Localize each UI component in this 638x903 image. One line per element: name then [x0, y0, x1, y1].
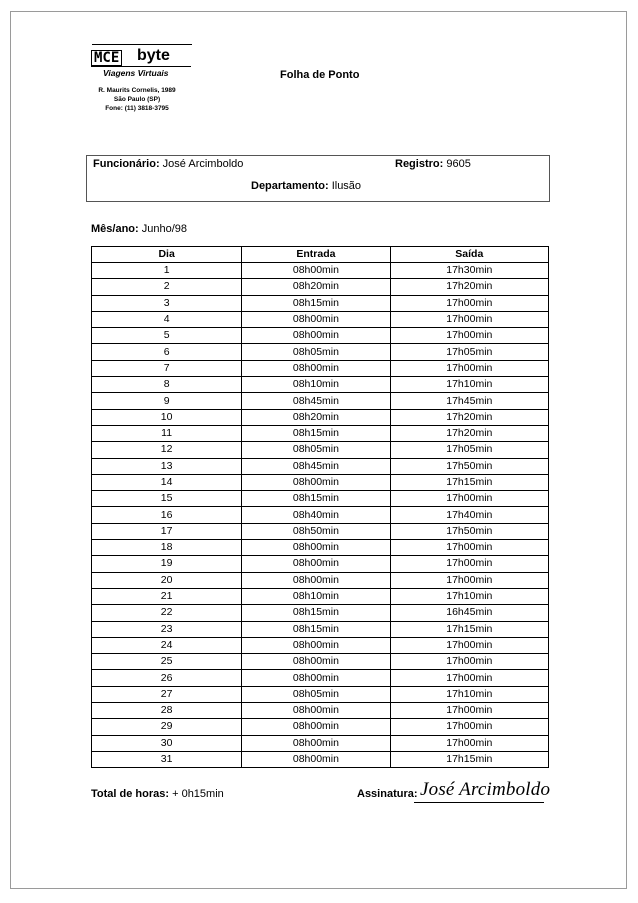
logo-rule-middle: [91, 66, 191, 67]
total-hours-value: + 0h15min: [172, 788, 224, 800]
cell-entry: 08h00min: [242, 474, 390, 490]
address-phone: Fone: (11) 3818-3795: [105, 105, 169, 112]
registry-value: 9605: [446, 158, 471, 170]
cell-day: 3: [92, 295, 242, 311]
cell-entry: 08h05min: [242, 686, 390, 702]
cell-day: 20: [92, 572, 242, 588]
table-row: [92, 719, 549, 735]
header-exit: Saída: [390, 247, 548, 263]
logo-brand-boxed: MCE: [91, 50, 122, 66]
employee-name-label: Funcionário:: [93, 158, 160, 170]
cell-exit: 16h45min: [390, 605, 548, 621]
table-row: [92, 442, 549, 458]
cell-day: 10: [92, 409, 242, 425]
cell-day: 30: [92, 735, 242, 751]
cell-exit: 17h00min: [390, 328, 548, 344]
table-row: [92, 474, 549, 490]
cell-entry: 08h15min: [242, 425, 390, 441]
cell-day: 1: [92, 263, 242, 279]
cell-exit: 17h00min: [390, 654, 548, 670]
cell-day: 15: [92, 491, 242, 507]
cell-day: 5: [92, 328, 242, 344]
logo-rule-top: [92, 44, 192, 45]
signature: José Arcimboldo: [420, 779, 551, 800]
cell-exit: 17h00min: [390, 491, 548, 507]
table-row: [92, 556, 549, 572]
cell-entry: 08h45min: [242, 393, 390, 409]
address-line-1: R. Maurits Cornelis, 1989: [98, 87, 176, 94]
cell-day: 12: [92, 442, 242, 458]
cell-exit: 17h05min: [390, 344, 548, 360]
cell-entry: 08h00min: [242, 311, 390, 327]
cell-entry: 08h00min: [242, 637, 390, 653]
cell-exit: 17h20min: [390, 409, 548, 425]
month-year-value: Junho/98: [141, 223, 188, 235]
cell-day: 2: [92, 279, 242, 295]
company-logo: [88, 44, 198, 122]
table-row: [92, 670, 549, 686]
employee-info-box: [86, 155, 550, 202]
table-row: [92, 295, 549, 311]
table-row: [92, 588, 549, 604]
table-header-row: [92, 247, 549, 263]
table-row: [92, 540, 549, 556]
cell-exit: 17h00min: [390, 556, 548, 572]
cell-exit: 17h30min: [390, 263, 548, 279]
table-row: [92, 686, 549, 702]
cell-exit: 17h40min: [390, 507, 548, 523]
cell-exit: 17h00min: [390, 572, 548, 588]
cell-day: 31: [92, 751, 242, 767]
cell-entry: 08h00min: [242, 719, 390, 735]
cell-exit: 17h00min: [390, 540, 548, 556]
logo-tagline: Viagens Virtuais: [103, 68, 169, 78]
cell-day: 8: [92, 377, 242, 393]
table-row: [92, 279, 549, 295]
table-row: [92, 523, 549, 539]
cell-entry: 08h15min: [242, 491, 390, 507]
cell-day: 22: [92, 605, 242, 621]
signature-line: [414, 802, 544, 803]
cell-exit: 17h05min: [390, 442, 548, 458]
cell-entry: 08h00min: [242, 670, 390, 686]
cell-exit: 17h00min: [390, 719, 548, 735]
department-field: [251, 180, 361, 192]
cell-exit: 17h20min: [390, 425, 548, 441]
total-hours-label: Total de horas:: [91, 788, 170, 800]
employee-name-field: [93, 158, 243, 170]
month-year-field: [91, 223, 187, 235]
cell-exit: 17h00min: [390, 295, 548, 311]
cell-exit: 17h10min: [390, 377, 548, 393]
cell-day: 24: [92, 637, 242, 653]
cell-exit: 17h00min: [390, 670, 548, 686]
table-row: [92, 507, 549, 523]
table-row: [92, 751, 549, 767]
cell-entry: 08h00min: [242, 703, 390, 719]
cell-entry: 08h00min: [242, 751, 390, 767]
cell-entry: 08h20min: [242, 409, 390, 425]
cell-day: 9: [92, 393, 242, 409]
table-row: [92, 572, 549, 588]
cell-entry: 08h00min: [242, 328, 390, 344]
department-label: Departamento:: [251, 180, 329, 192]
table-row: [92, 703, 549, 719]
cell-day: 26: [92, 670, 242, 686]
cell-day: 21: [92, 588, 242, 604]
cell-day: 14: [92, 474, 242, 490]
cell-day: 6: [92, 344, 242, 360]
cell-entry: 08h40min: [242, 507, 390, 523]
cell-exit: 17h15min: [390, 621, 548, 637]
table-row: [92, 311, 549, 327]
cell-entry: 08h00min: [242, 654, 390, 670]
cell-day: 23: [92, 621, 242, 637]
cell-entry: 08h45min: [242, 458, 390, 474]
table-row: [92, 393, 549, 409]
month-year-label: Mês/ano:: [91, 223, 139, 235]
cell-day: 25: [92, 654, 242, 670]
table-row: [92, 654, 549, 670]
cell-exit: 17h15min: [390, 751, 548, 767]
cell-entry: 08h00min: [242, 360, 390, 376]
table-row: [92, 425, 549, 441]
cell-exit: 17h20min: [390, 279, 548, 295]
cell-day: 19: [92, 556, 242, 572]
cell-entry: 08h15min: [242, 621, 390, 637]
header-entry: Entrada: [242, 247, 390, 263]
table-row: [92, 621, 549, 637]
cell-exit: 17h00min: [390, 735, 548, 751]
cell-entry: 08h10min: [242, 588, 390, 604]
cell-entry: 08h00min: [242, 572, 390, 588]
cell-day: 13: [92, 458, 242, 474]
address-line-2: São Paulo (SP): [113, 96, 161, 103]
cell-day: 29: [92, 719, 242, 735]
cell-exit: 17h50min: [390, 523, 548, 539]
cell-exit: 17h00min: [390, 703, 548, 719]
cell-exit: 17h10min: [390, 588, 548, 604]
cell-day: 11: [92, 425, 242, 441]
table-row: [92, 458, 549, 474]
cell-exit: 17h15min: [390, 474, 548, 490]
cell-entry: 08h05min: [242, 442, 390, 458]
cell-entry: 08h05min: [242, 344, 390, 360]
table-row: [92, 605, 549, 621]
cell-day: 16: [92, 507, 242, 523]
table-row: [92, 409, 549, 425]
cell-exit: 17h00min: [390, 637, 548, 653]
table-row: [92, 735, 549, 751]
registry-field: [395, 158, 471, 170]
table-row: [92, 491, 549, 507]
header-day: Dia: [92, 247, 242, 263]
cell-entry: 08h15min: [242, 605, 390, 621]
table-row: [92, 637, 549, 653]
cell-day: 7: [92, 360, 242, 376]
cell-exit: 17h45min: [390, 393, 548, 409]
cell-entry: 08h50min: [242, 523, 390, 539]
employee-name-value: José Arcimboldo: [162, 158, 244, 170]
cell-day: 4: [92, 311, 242, 327]
cell-entry: 08h00min: [242, 735, 390, 751]
signature-label: Assinatura:: [357, 788, 418, 800]
total-hours-field: [91, 788, 224, 800]
cell-entry: 08h20min: [242, 279, 390, 295]
cell-exit: 17h00min: [390, 360, 548, 376]
table-row: [92, 328, 549, 344]
cell-exit: 17h10min: [390, 686, 548, 702]
table-row: [92, 360, 549, 376]
cell-entry: 08h15min: [242, 295, 390, 311]
cell-day: 18: [92, 540, 242, 556]
cell-day: 27: [92, 686, 242, 702]
cell-entry: 08h00min: [242, 263, 390, 279]
logo-address: [88, 86, 186, 113]
logo-brand-rest: byte: [137, 47, 170, 64]
table-row: [92, 344, 549, 360]
registry-label: Registro:: [395, 158, 444, 170]
cell-exit: 17h50min: [390, 458, 548, 474]
page-title: Folha de Ponto: [280, 69, 360, 81]
cell-day: 17: [92, 523, 242, 539]
cell-exit: 17h00min: [390, 311, 548, 327]
table-row: [92, 377, 549, 393]
cell-entry: 08h00min: [242, 556, 390, 572]
cell-entry: 08h10min: [242, 377, 390, 393]
department-value: Ilusão: [331, 180, 362, 192]
cell-day: 28: [92, 703, 242, 719]
timesheet-table: [91, 246, 549, 768]
cell-entry: 08h00min: [242, 540, 390, 556]
table-row: [92, 263, 549, 279]
